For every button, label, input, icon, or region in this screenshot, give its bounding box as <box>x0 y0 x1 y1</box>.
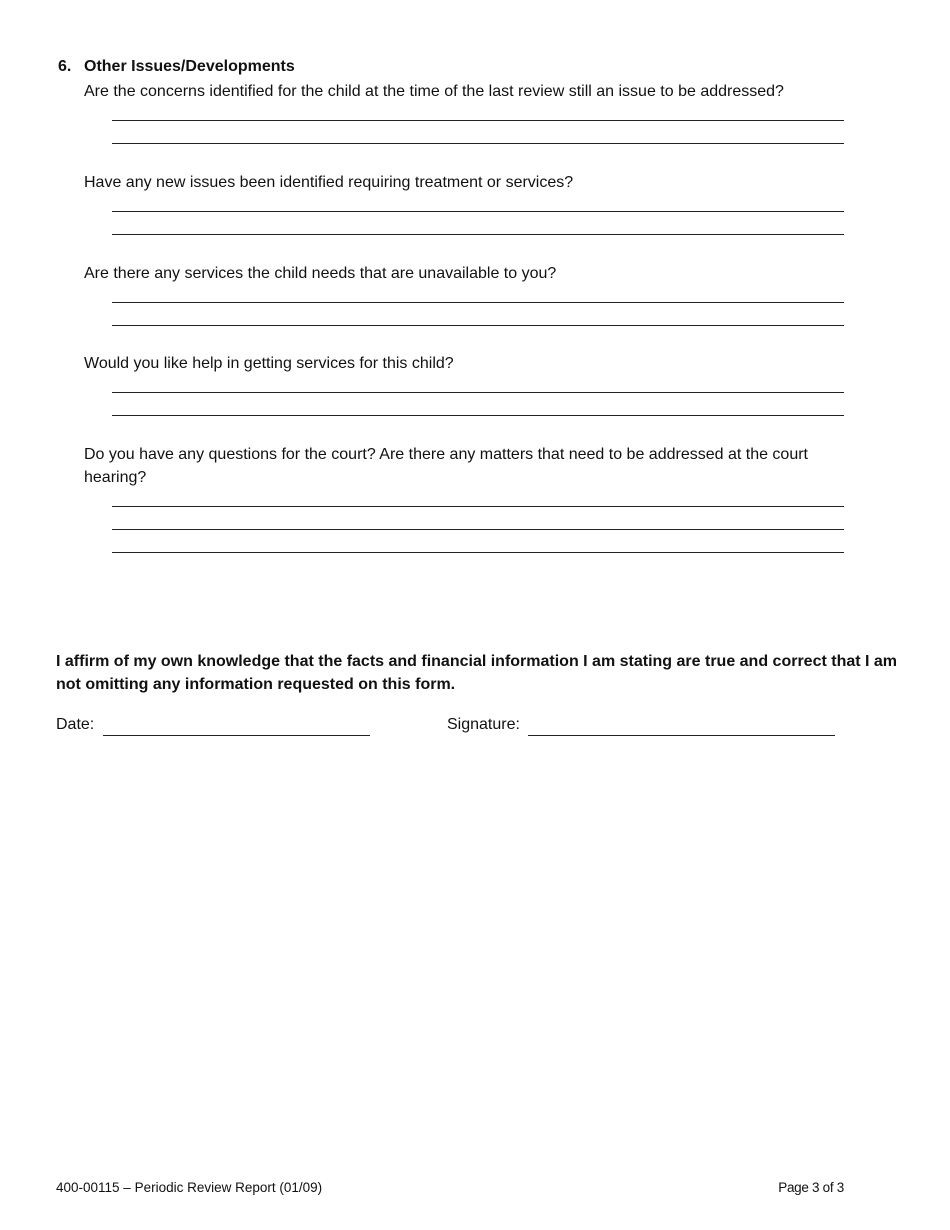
question-2: Have any new issues been identified requiring treatment or services? <box>84 174 574 191</box>
answer-line-2-1[interactable] <box>112 211 844 212</box>
answer-line-4-2[interactable] <box>112 415 844 416</box>
answer-line-1-2[interactable] <box>112 143 844 144</box>
answer-line-5-1[interactable] <box>112 506 844 507</box>
question-3: Are there any services the child needs that are unavailable to you? <box>84 265 557 282</box>
answer-line-5-2[interactable] <box>112 529 844 530</box>
form-id-footer: 400-00115 – Periodic Review Report (01/09) <box>56 1180 323 1195</box>
answer-line-3-1[interactable] <box>112 302 844 303</box>
answer-line-3-2[interactable] <box>112 325 844 326</box>
section-title: Other Issues/Developments <box>84 58 295 75</box>
question-5: Do you have any questions for the court? Are there any matters that need to be addressed at the court hearing? <box>84 446 808 486</box>
answer-line-2-2[interactable] <box>112 234 844 235</box>
affirmation-statement: I affirm of my own knowledge that the facts and financial information I am stating are true and correct that I am not omitting any information requested on this form. <box>56 653 898 693</box>
section-number: 6. <box>58 58 72 75</box>
answer-line-5-3[interactable] <box>112 552 844 553</box>
date-label: Date: <box>56 716 95 733</box>
answer-line-1-1[interactable] <box>112 120 844 121</box>
signature-field[interactable] <box>528 735 835 736</box>
question-1: Are the concerns identified for the child at the time of the last review still an issue to be addressed? <box>84 83 784 100</box>
answer-line-4-1[interactable] <box>112 392 844 393</box>
question-4: Would you like help in getting services for this child? <box>84 355 454 372</box>
signature-label: Signature: <box>447 716 520 733</box>
page-number: Page 3 of 3 <box>778 1180 844 1195</box>
date-field[interactable] <box>103 735 370 736</box>
